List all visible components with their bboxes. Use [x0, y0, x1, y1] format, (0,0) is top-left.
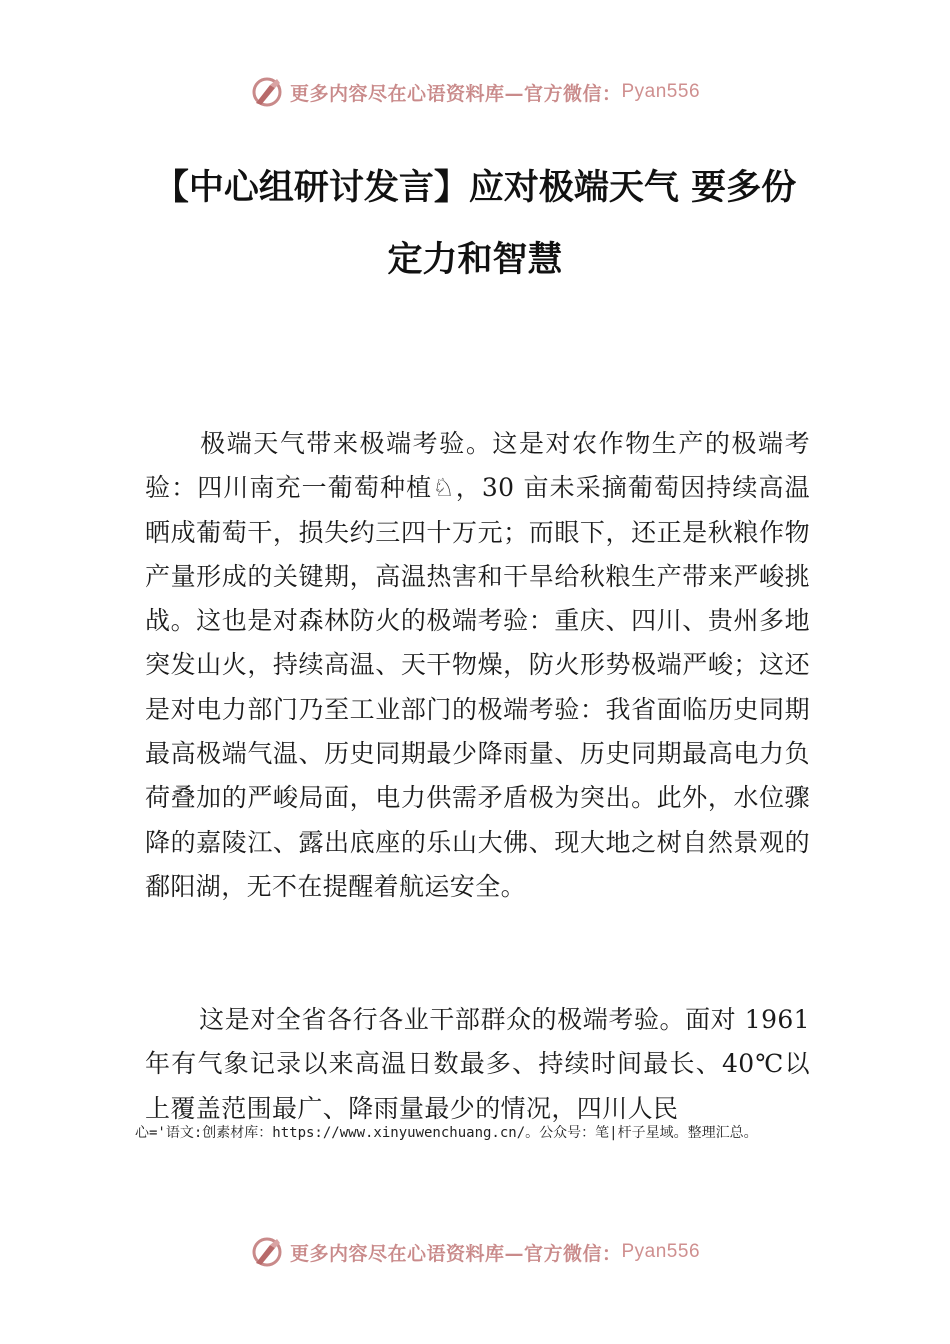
footer-banner: [0, 1232, 950, 1272]
footer-wechat-id: Pyan556: [621, 1241, 701, 1262]
header-wechat-id: Pyan556: [621, 81, 701, 102]
body-paragraph-2: [145, 998, 810, 1122]
paragraph-1-text: 极端天气带来极端考验。这是对农作物生产的极端考验：四川南充一葡萄种植♘，30 亩未采摘葡萄因持续高温晒成葡萄干，损失约三四十万元；而眼下，还正是秋粮作物产量形成的关键期，高温热害和干旱给秋粮生产带来严峻挑战。这也是对森林防火的极端考验：重庆、四川、贵州多地突发山火，持续高温、天干物燥，防火形势极端严峻；这还是对电力部门乃至工业部门的极端考验：我省面临历史同期最高极端气温、历史同期最少降雨量、历史同期最高电力负荷叠加的严峻局面，电力供需矛盾极为突出。此外，水位骤降的嘉陵江、露出底座的乐山大佛、现大地之树自然景观的鄱阳湖，无不在提醒着航运安全。: [145, 429, 810, 901]
source-footnote: 心='语文:创素材库：https://www.xinyuwenchuang.cn/。公众号：笔|杆子星域。整理汇总。: [135, 1125, 758, 1141]
paragraph-2-text: 这是对全省各行各业干部群众的极端考验。面对 1961 年有气象记录以来高温日数最多、持续时间最长、40℃以上覆盖范围最广、降雨量最少的情况，四川人民: [145, 1005, 810, 1122]
header-banner-text: 更多内容尽在心语资料库—官方微信：: [289, 82, 622, 105]
pen-nib-logo-icon: [250, 1235, 284, 1269]
footer-banner-text: 更多内容尽在心语资料库—官方微信：: [289, 1242, 622, 1265]
body-paragraph-1: [145, 422, 810, 909]
title-line-1: 【中心组研讨发言】应对极端天气 要多份: [153, 168, 797, 208]
header-banner: [0, 72, 950, 112]
title-line-2: 定力和智慧: [387, 240, 563, 280]
document-title: [100, 152, 850, 296]
pen-nib-logo-icon: [250, 75, 284, 109]
